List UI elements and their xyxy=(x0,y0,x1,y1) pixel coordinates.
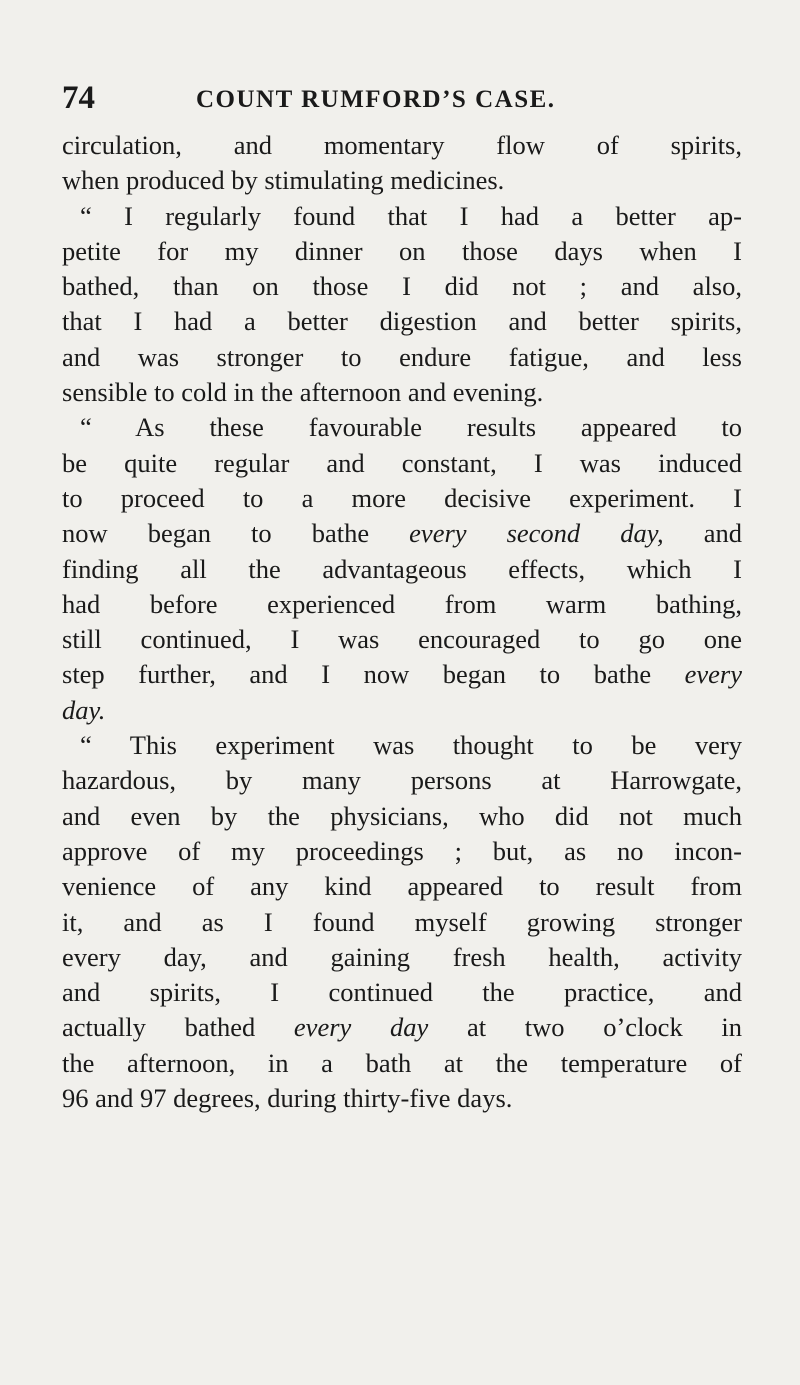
text-line: when produced by stimulating medicines. xyxy=(62,165,505,196)
italic-emphasis: every xyxy=(684,659,742,690)
text-line: still continued, I was encouraged to go one xyxy=(62,624,742,655)
text-line: and was stronger to endure fatigue, and less xyxy=(62,341,742,372)
text-line: to proceed to a more decisive experiment. I xyxy=(62,482,742,513)
text-line: and spirits, I continued the practice, and xyxy=(62,977,742,1008)
text-line: had before experienced from warm bathing, xyxy=(62,588,742,619)
page-number: 74 xyxy=(62,80,95,116)
text-line: sensible to cold in the afternoon and evening. xyxy=(62,377,544,408)
italic-emphasis: every second day, xyxy=(409,518,664,549)
text-line: that I had a better digestion and better spirits, xyxy=(62,306,742,337)
text-line: be quite regular and constant, I was induced xyxy=(62,447,742,478)
italic-emphasis: day. xyxy=(62,694,106,725)
running-head xyxy=(62,78,742,118)
text-line: venience of any kind appeared to result from xyxy=(62,871,742,902)
text-line: “ As these favourable results appeared to xyxy=(80,412,742,443)
text-line: “ I regularly found that I had a better ap- xyxy=(80,200,742,231)
text-line: every day, and gaining fresh health, activity xyxy=(62,941,742,972)
text-line: step further, and I now began to bathe every xyxy=(62,659,742,690)
running-title: COUNT RUMFORD’S CASE. xyxy=(196,86,556,113)
text-line: the afternoon, in a bath at the temperature of xyxy=(62,1047,742,1078)
text-line: hazardous, by many persons at Harrowgate, xyxy=(62,765,742,796)
italic-emphasis: every day xyxy=(293,1012,429,1043)
text-line: and even by the physicians, who did not much xyxy=(62,800,742,831)
text-line: finding all the advantageous effects, which I xyxy=(62,553,742,584)
text-line: actually bathed every day at two o’clock in xyxy=(62,1012,743,1043)
text-line: it, and as I found myself growing stronger xyxy=(62,906,742,937)
text-line: 96 and 97 degrees, during thirty-five days. xyxy=(62,1083,513,1114)
body-text xyxy=(62,128,742,1116)
text-line: now began to bathe every second day, and xyxy=(62,518,742,549)
text-line: bathed, than on those I did not ; and also, xyxy=(62,271,742,302)
text-line: petite for my dinner on those days when I xyxy=(62,235,742,266)
text-line: circulation, and momentary flow of spirits, xyxy=(62,130,742,160)
text-line: approve of my proceedings ; but, as no incon- xyxy=(62,835,742,866)
text-line: “ This experiment was thought to be very xyxy=(80,730,742,761)
text-line xyxy=(62,693,742,728)
